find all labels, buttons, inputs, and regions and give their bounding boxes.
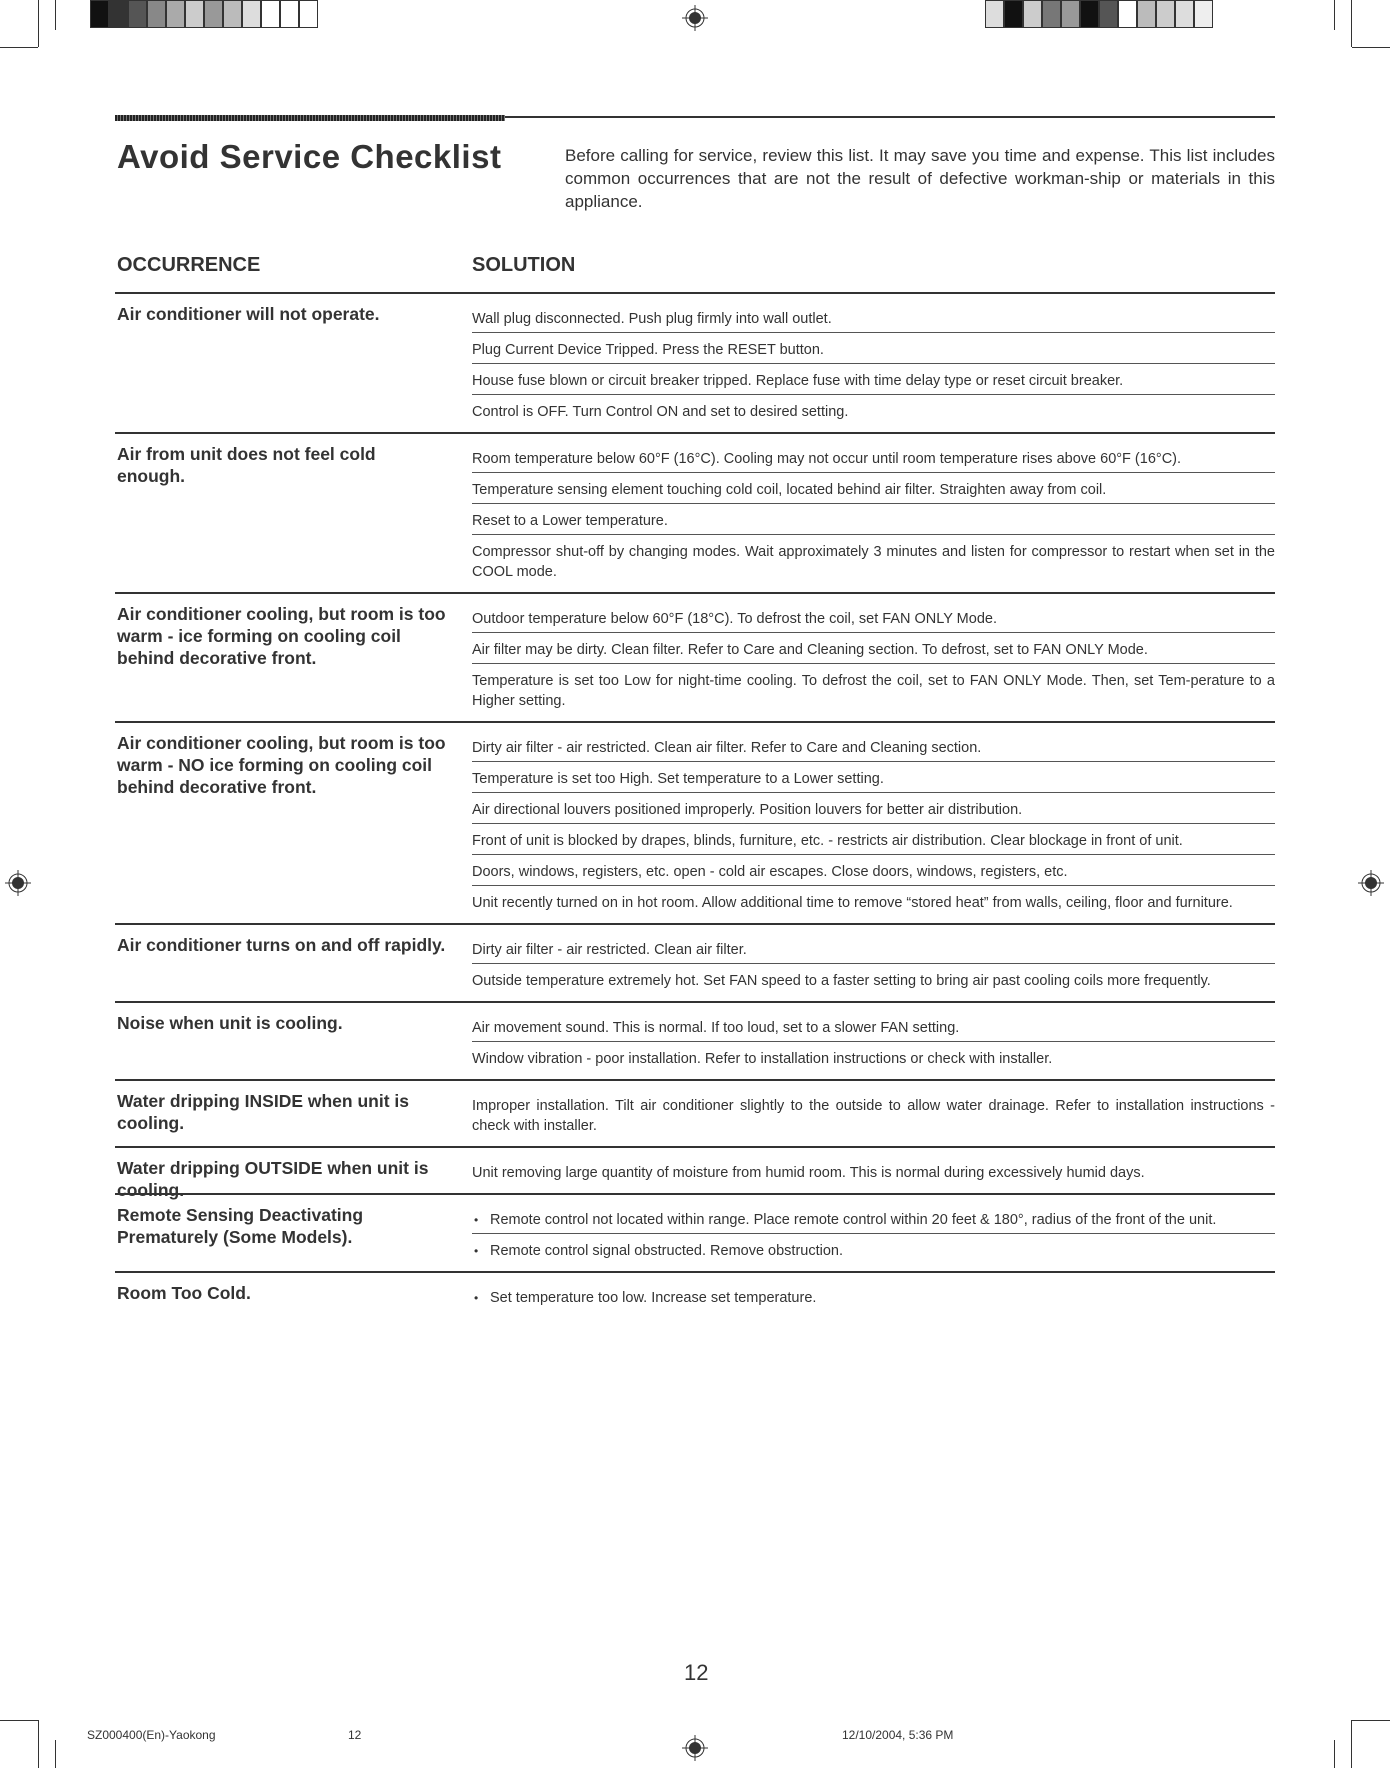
occurrence: Noise when unit is cooling.	[117, 1013, 343, 1033]
solution-item: Temperature is set too High. Set temperature to a Lower setting.	[472, 762, 1275, 793]
solution-item: Doors, windows, registers, etc. open - cold air escapes. Close doors, windows, registers, etc.	[472, 855, 1275, 886]
registration-mark-icon	[1358, 870, 1384, 896]
solution-item: Outdoor temperature below 60°F (18°C). To defrost the coil, set FAN ONLY Mode.	[472, 602, 1275, 633]
occurrence: Room Too Cold.	[117, 1283, 251, 1303]
footer-timestamp: 12/10/2004, 5:36 PM	[842, 1728, 954, 1742]
solution-item: Plug Current Device Tripped. Press the RESET button.	[472, 333, 1275, 364]
solution-column-header: SOLUTION	[472, 254, 576, 276]
occurrence: Water dripping INSIDE when unit is cooling.	[117, 1091, 409, 1133]
occurrence: Water dripping OUTSIDE when unit is cooling.	[117, 1158, 429, 1200]
crop-mark	[0, 47, 38, 48]
checklist-row	[115, 1079, 1275, 1146]
solution-item: Outside temperature extremely hot. Set FAN speed to a faster setting to bring air past cooling coils more frequently.	[472, 973, 1211, 989]
checklist-row	[115, 721, 1275, 923]
crop-mark	[0, 1720, 38, 1721]
crop-mark	[1334, 0, 1335, 30]
crop-mark	[1351, 1720, 1352, 1768]
solution-item: Unit removing large quantity of moisture from humid room. This is normal during excessively humid days.	[472, 1165, 1145, 1181]
solution-item: Room temperature below 60°F (16°C). Cooling may not occur until room temperature rises above 60°F (16°C).	[472, 442, 1275, 473]
occurrence: Air conditioner turns on and off rapidly.	[117, 935, 446, 955]
checklist-row	[115, 1001, 1275, 1079]
color-bar	[90, 0, 410, 28]
intro-paragraph: Before calling for service, review this list. It may save you time and expense. This list includes common occurrences that are not the result of defective workman-ship or materials in this appliance.	[565, 146, 1275, 211]
solution-item: Control is OFF. Turn Control ON and set to desired setting.	[472, 404, 849, 420]
solution-item: Dirty air filter - air restricted. Clean air filter. Refer to Care and Cleaning section.	[472, 731, 1275, 762]
checklist-row	[115, 292, 1275, 432]
occurrence: Air conditioner cooling, but room is too warm - ice forming on cooling coil behind decorative front.	[117, 604, 446, 668]
crop-mark	[1351, 0, 1352, 47]
solution-item: Temperature is set too Low for night-time cooling. To defrost the coil, set to FAN ONLY Mode. Then, set Tem-perature to a Higher setting.	[472, 673, 1275, 709]
checklist-table	[115, 292, 1275, 1318]
footer-file-name: SZ000400(En)-Yaokong	[87, 1728, 216, 1742]
solution-item: Air movement sound. This is normal. If too loud, set to a slower FAN setting.	[472, 1011, 1275, 1042]
checklist-row	[115, 592, 1275, 721]
color-bar	[985, 0, 1305, 28]
solution-item: • Remote control not located within range. Place remote control within 20 feet & 180°, radius of the front of the unit.	[472, 1203, 1275, 1234]
checklist-row	[115, 432, 1275, 592]
occurrence-column-header: OCCURRENCE	[117, 254, 261, 276]
checklist-row	[115, 923, 1275, 1001]
crop-mark	[1334, 1740, 1335, 1768]
solution-item: Air directional louvers positioned improperly. Position louvers for better air distribution.	[472, 793, 1275, 824]
solution-item: Improper installation. Tilt air conditioner slightly to the outside to allow water drainage. Refer to installation instructions - check with installer.	[472, 1098, 1275, 1134]
solution-item: Air filter may be dirty. Clean filter. Refer to Care and Cleaning section. To defrost, set to FAN ONLY Mode.	[472, 633, 1275, 664]
solution-item: Compressor shut-off by changing modes. Wait approximately 3 minutes and listen for compressor to restart when set in the COOL mode.	[472, 544, 1275, 580]
solution-item: Reset to a Lower temperature.	[472, 504, 1275, 535]
solution-item: Front of unit is blocked by drapes, blinds, furniture, etc. - restricts air distribution. Clear blockage in front of unit.	[472, 824, 1275, 855]
registration-mark-icon	[682, 1735, 708, 1761]
title-rule	[115, 115, 505, 121]
checklist-row	[115, 1271, 1275, 1318]
footer-page: 12	[348, 1728, 362, 1742]
solution-item: Unit recently turned on in hot room. Allow additional time to remove “stored heat” from walls, ceiling, floor and furniture.	[472, 895, 1233, 911]
registration-mark-icon	[5, 870, 31, 896]
crop-mark	[55, 0, 56, 30]
solution-item: House fuse blown or circuit breaker tripped. Replace fuse with time delay type or reset circuit breaker.	[472, 364, 1275, 395]
crop-mark	[38, 1720, 39, 1768]
solution-item: Wall plug disconnected. Push plug firmly into wall outlet.	[472, 302, 1275, 333]
crop-mark	[38, 0, 39, 47]
solution-item: • Set temperature too low. Increase set temperature.	[472, 1281, 1275, 1311]
occurrence: Air conditioner cooling, but room is too warm - NO ice forming on cooling coil behind decorative front.	[117, 733, 446, 797]
page-title: Avoid Service Checklist	[117, 138, 502, 175]
registration-mark-icon	[682, 5, 708, 31]
solution-item: Dirty air filter - air restricted. Clean air filter.	[472, 933, 1275, 964]
occurrence: Air from unit does not feel cold enough.	[117, 444, 376, 486]
checklist-row	[115, 1146, 1275, 1200]
title-rule	[505, 116, 1275, 118]
occurrence: Remote Sensing Deactivating Prematurely (Some Models).	[117, 1205, 364, 1247]
solution-item: Temperature sensing element touching cold coil, located behind air filter. Straighten away from coil.	[472, 473, 1275, 504]
page-number: 12	[684, 1660, 709, 1685]
occurrence: Air conditioner will not operate.	[117, 304, 380, 324]
solution-item: • Remote control signal obstructed. Remove obstruction.	[472, 1234, 1275, 1264]
checklist-row	[115, 1193, 1275, 1271]
crop-mark	[55, 1740, 56, 1768]
solution-item: Window vibration - poor installation. Refer to installation instructions or check with installer.	[472, 1051, 1053, 1067]
crop-mark	[1352, 1720, 1390, 1721]
crop-mark	[1352, 47, 1390, 48]
